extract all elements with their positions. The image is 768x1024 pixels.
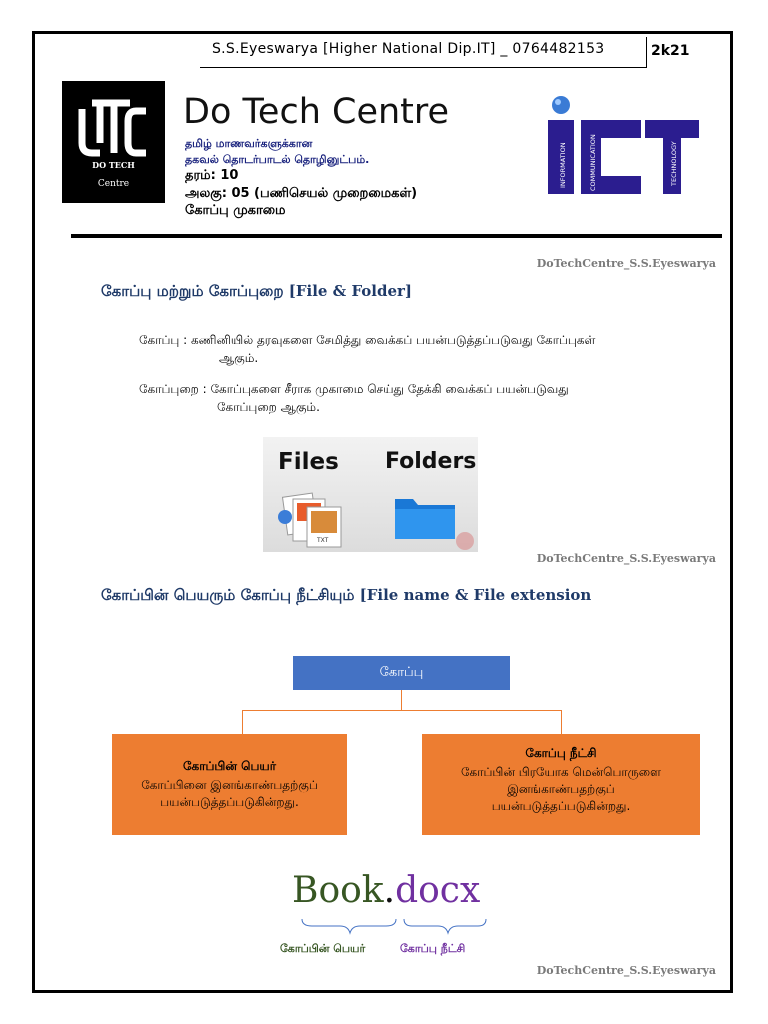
tree-node-file-extension: [422, 734, 700, 835]
watermark: DoTechCentre_S.S.Eyeswarya: [536, 552, 716, 565]
definition-file-line1: கோப்பு : கணினியில் தரவுகளை சேமித்து வைக்கப் பயன்படுத்தப்படுவது கோப்புகள்: [139, 333, 596, 347]
ict-comm-text: COMMUNICATION: [589, 134, 597, 191]
svg-text:TXT: TXT: [317, 537, 329, 544]
globe-icon: [552, 96, 570, 114]
files-stack-icon: [278, 493, 341, 547]
dtc-logo: [62, 81, 165, 203]
folder-icon: [395, 499, 455, 539]
example-extension-label: கோப்பு நீட்சி: [400, 942, 466, 955]
tree-node-file-name: [112, 734, 347, 835]
definition-folder: [139, 380, 691, 416]
brand-title: Do Tech Centre: [183, 92, 450, 132]
header-rule: [71, 234, 722, 238]
file-extension-desc-line3: பயன்படுத்தப்படுகின்றது.: [491, 799, 631, 813]
example-filename: [292, 870, 480, 911]
file-extension-title: கோப்பு நீட்சி: [525, 746, 597, 760]
tree-root-file: கோப்பு: [293, 656, 510, 690]
example-name-part: Book: [292, 870, 384, 911]
file-name-desc-line1: கோப்பினை இனங்காண்பதற்குப்: [141, 778, 318, 792]
ict-logo-graphic: [543, 96, 703, 196]
tree-connector-right: [561, 710, 562, 734]
files-label: Files: [278, 449, 339, 475]
subtitle-line1: தமிழ் மாணவர்களுக்கான: [185, 137, 313, 150]
file-extension-desc-line2: இனங்காண்பதற்குப்: [507, 782, 615, 796]
watermark: DoTechCentre_S.S.Eyeswarya: [536, 964, 716, 977]
definition-folder-line1: கோப்புறை : கோப்புகளை சீராக முகாமை செய்து தேக்கி வைக்கப் பயன்படுவது: [139, 382, 569, 396]
definition-file-line2: ஆகும்.: [219, 351, 259, 365]
logo-text-line1: DO TECH: [92, 160, 135, 170]
section-heading-file-folder: கோப்பு மற்றும் கோப்புறை [File & Folder]: [101, 282, 413, 300]
folders-label: Folders: [385, 449, 477, 474]
watermark: DoTechCentre_S.S.Eyeswarya: [536, 257, 716, 270]
file-extension-desc-line1: கோப்பின் பிரயோக மென்பொருளை: [461, 765, 661, 779]
example-name-label: கோப்பின் பெயர்: [280, 942, 366, 955]
topic-line: கோப்பு முகாமை: [185, 203, 286, 218]
tree-connector-horizontal: [242, 710, 562, 711]
section-heading-file-name-extension: கோப்பின் பெயரும் கோப்பு நீட்சியும் [File name & File extension: [101, 586, 592, 604]
example-braces: [300, 917, 490, 937]
tree-connector-vertical: [401, 690, 402, 710]
author-line: S.S.Eyeswarya [Higher National Dip.IT] _ 0764482153: [212, 41, 605, 57]
ict-tech-text: TECHNOLOGY: [670, 141, 678, 186]
files-folders-image: [263, 437, 478, 552]
example-dot: .: [383, 870, 396, 911]
grade-line: தரம்: 10: [185, 168, 239, 183]
tree-connector-left: [242, 710, 243, 734]
definition-file: [139, 331, 709, 367]
example-extension-part: docx: [395, 870, 481, 911]
unit-line: அலகு: 05 (பணிசெயல் முறைமைகள்): [185, 186, 418, 201]
ict-info-text: INFORMATION: [559, 142, 567, 188]
year-tag: 2k21: [651, 43, 690, 59]
logo-text-line2: Centre: [97, 179, 130, 189]
subtitle-line2: தகவல் தொடர்பாடல் தொழினுட்பம்.: [185, 153, 370, 166]
file-name-title: கோப்பின் பெயர்: [183, 759, 276, 773]
file-name-desc-line2: பயன்படுத்தப்படுகின்றது.: [160, 795, 299, 809]
definition-folder-line2: கோப்புறை ஆகும்.: [217, 400, 320, 414]
ict-logo: [543, 96, 703, 196]
